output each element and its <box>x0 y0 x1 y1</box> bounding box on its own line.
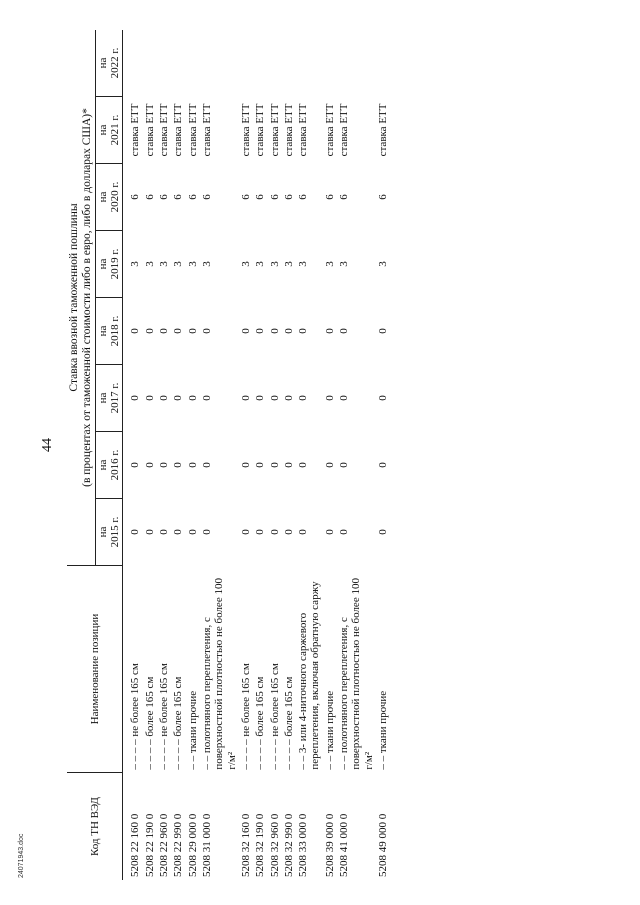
table-row <box>171 30 185 880</box>
row-rate-cell: 0 <box>129 328 142 334</box>
row-rate-cell: 0 <box>268 462 281 468</box>
row-rate-cell: 3 <box>143 261 156 267</box>
row-rate-cell: 0 <box>282 462 295 468</box>
row-rate-cell: 0 <box>282 395 295 401</box>
row-rate-cell <box>268 30 282 96</box>
row-rate-cell <box>337 30 376 96</box>
row-name: – – – – не более 165 см <box>158 663 170 770</box>
row-rate-cell: 0 <box>338 328 351 334</box>
row-rate-cell: ставка ЕТТ <box>239 103 252 157</box>
row-rate-cell: 3 <box>129 261 142 267</box>
row-rate-cell: ставка ЕТТ <box>268 103 281 157</box>
header-year-5 <box>95 163 123 230</box>
row-rate-cell: ставка ЕТТ <box>377 103 389 157</box>
row-rate-cell: ставка ЕТТ <box>158 103 170 157</box>
table-row <box>337 30 376 880</box>
row-rate-cell <box>253 30 267 96</box>
table-row <box>323 30 337 880</box>
row-rate-cell: 0 <box>377 529 389 535</box>
row-rate-cell: ставка ЕТТ <box>254 103 267 157</box>
table-row <box>157 30 171 880</box>
row-code: 5208 22 160 0 <box>129 813 142 877</box>
row-code: 5208 31 000 0 <box>200 813 213 877</box>
row-rate-cell: ставка ЕТТ <box>338 103 351 157</box>
row-rate-cell: 0 <box>200 462 213 468</box>
row-rate-cell: 0 <box>186 529 199 535</box>
row-rate-cell: 6 <box>338 194 351 200</box>
row-rate-cell: 3 <box>323 261 336 267</box>
row-rate-cell: 0 <box>377 328 389 334</box>
row-rate-cell: 0 <box>172 462 185 468</box>
row-rate-cell: ставка ЕТТ <box>143 103 156 157</box>
row-rate-cell: 0 <box>239 529 252 535</box>
row-rate-cell: 0 <box>172 395 185 401</box>
row-rate-cell: 0 <box>338 462 351 468</box>
document-id-footer: 24071943.doc <box>18 833 25 878</box>
row-code: 5208 22 190 0 <box>143 813 156 877</box>
row-rate-cell: 0 <box>254 529 267 535</box>
row-rate-cell: 0 <box>323 462 336 468</box>
header-name: Наименование позиции <box>67 565 123 772</box>
header-year-6 <box>95 96 123 163</box>
row-rate-cell <box>323 30 337 96</box>
table-row <box>239 30 253 880</box>
header-year-prefix: на <box>96 459 109 471</box>
row-name: – – – – не более 165 см <box>239 663 252 770</box>
row-rate-cell: 0 <box>200 328 213 334</box>
row-rate-cell: 0 <box>254 462 267 468</box>
row-rate-cell: 0 <box>158 529 170 535</box>
row-rate-cell: 6 <box>200 194 213 200</box>
table-row <box>376 30 390 880</box>
header-year-prefix: на <box>96 325 109 337</box>
page-number: 44 <box>40 438 55 452</box>
row-rate-cell: 3 <box>239 261 252 267</box>
row-rate-cell: 0 <box>200 395 213 401</box>
header-duty-rate-title: Ставка ввозной таможенной пошлины <box>68 203 80 392</box>
row-rate-cell <box>186 30 200 96</box>
row-rate-cell: 3 <box>338 261 351 267</box>
row-rate-cell: 0 <box>129 395 142 401</box>
header-year-prefix: на <box>96 124 109 136</box>
row-name: – – – – более 165 см <box>254 676 267 770</box>
row-code: 5208 29 000 0 <box>186 813 199 877</box>
row-rate-cell: 0 <box>239 462 252 468</box>
row-code: 5208 41 000 0 <box>338 813 351 877</box>
row-rate-cell: 0 <box>186 328 199 334</box>
row-rate-cell: 0 <box>158 462 170 468</box>
header-year-prefix: на <box>96 191 109 203</box>
row-rate-cell <box>157 30 171 96</box>
row-name: – – – – более 165 см <box>282 676 295 770</box>
row-rate-cell: 0 <box>297 395 310 401</box>
row-rate-cell: 6 <box>129 194 142 200</box>
row-rate-cell: 0 <box>338 395 351 401</box>
row-rate-cell <box>239 30 253 96</box>
row-rate-cell: 0 <box>297 529 310 535</box>
header-year-0 <box>95 498 123 565</box>
tariff-table <box>67 30 390 880</box>
header-code: Код ТН ВЭД <box>67 773 123 880</box>
row-rate-cell: 6 <box>254 194 267 200</box>
header-year-label: 2016 г. <box>109 449 122 481</box>
row-rate-cell: ставка ЕТТ <box>282 103 295 157</box>
header-year-label: 2021 г. <box>109 114 122 146</box>
row-code: 5208 33 000 0 <box>297 813 310 877</box>
row-rate-cell <box>143 30 157 96</box>
row-rate-cell: 0 <box>338 529 351 535</box>
row-rate-cell: 0 <box>268 328 281 334</box>
row-rate-cell: 0 <box>129 462 142 468</box>
row-rate-cell: 3 <box>158 261 170 267</box>
table-row <box>200 30 239 880</box>
header-year-4 <box>95 230 123 297</box>
row-rate-cell: ставка ЕТТ <box>297 103 310 157</box>
row-rate-cell: 3 <box>377 261 389 267</box>
header-year-label: 2022 г. <box>109 47 122 79</box>
row-rate-cell: 0 <box>323 529 336 535</box>
row-rate-cell: 0 <box>323 328 336 334</box>
row-name: – – – – более 165 см <box>172 676 185 770</box>
row-rate-cell: 0 <box>172 529 185 535</box>
table-row <box>186 30 200 880</box>
row-rate-cell: 6 <box>282 194 295 200</box>
header-year-2 <box>95 364 123 431</box>
row-rate-cell: 0 <box>297 462 310 468</box>
row-rate-cell <box>171 30 185 96</box>
row-rate-cell: 0 <box>143 328 156 334</box>
row-code: 5208 22 960 0 <box>158 813 170 877</box>
row-rate-cell: 0 <box>143 462 156 468</box>
row-code: 5208 32 160 0 <box>239 813 252 877</box>
row-rate-cell: 3 <box>282 261 295 267</box>
row-rate-cell: 0 <box>158 395 170 401</box>
row-rate-cell: ставка ЕТТ <box>172 103 185 157</box>
row-rate-cell <box>200 30 239 96</box>
table-row <box>253 30 267 880</box>
row-rate-cell: 6 <box>172 194 185 200</box>
header-duty-rate-subtitle: (в процентах от таможенной стоимости либо в евро, либо в долларах США)* <box>80 108 93 487</box>
row-rate-cell: 0 <box>297 328 310 334</box>
row-rate-cell: 0 <box>172 328 185 334</box>
row-name: – – 3- или 4-ниточного саржевого переплетения, включая обратную саржу <box>297 581 322 770</box>
header-year-label: 2015 г. <box>109 516 122 548</box>
header-year-prefix: на <box>96 258 109 270</box>
header-duty-rate <box>67 30 95 565</box>
rotated-page-content <box>67 30 627 880</box>
header-year-prefix: на <box>96 57 109 69</box>
row-rate-cell: 3 <box>254 261 267 267</box>
row-rate-cell: 0 <box>186 462 199 468</box>
row-rate-cell: 3 <box>200 261 213 267</box>
row-rate-cell: 0 <box>377 395 389 401</box>
row-rate-cell: 6 <box>297 194 310 200</box>
row-rate-cell: 6 <box>323 194 336 200</box>
row-code: 5208 32 190 0 <box>254 813 267 877</box>
row-rate-cell: 0 <box>186 395 199 401</box>
header-year-1 <box>95 431 123 498</box>
row-name: – – – – не более 165 см <box>268 663 281 770</box>
row-rate-cell: 0 <box>377 462 389 468</box>
table-row <box>296 30 323 880</box>
row-rate-cell: 0 <box>158 328 170 334</box>
row-rate-cell: 0 <box>282 328 295 334</box>
row-rate-cell: 3 <box>172 261 185 267</box>
row-rate-cell: 6 <box>186 194 199 200</box>
row-rate-cell <box>282 30 296 96</box>
row-rate-cell: 6 <box>143 194 156 200</box>
row-name: – – ткани прочие <box>377 690 389 770</box>
row-rate-cell: ставка ЕТТ <box>186 103 199 157</box>
table-row <box>123 30 143 880</box>
row-code: 5208 32 990 0 <box>282 813 295 877</box>
table-row <box>282 30 296 880</box>
row-code: 5208 39 000 0 <box>323 813 336 877</box>
row-name: – – полотняного переплетения, с поверхностной плотностью не более 100 г/м² <box>338 578 375 770</box>
row-rate-cell: 0 <box>239 328 252 334</box>
row-rate-cell: 0 <box>254 328 267 334</box>
row-name: – – – – более 165 см <box>143 676 156 770</box>
header-year-label: 2017 г. <box>109 382 122 414</box>
row-name: – – ткани прочие <box>186 690 199 770</box>
row-code: 5208 22 990 0 <box>172 813 185 877</box>
row-rate-cell: 3 <box>186 261 199 267</box>
header-year-prefix: на <box>96 526 109 538</box>
table-row <box>268 30 282 880</box>
row-rate-cell: 0 <box>200 529 213 535</box>
row-rate-cell: 0 <box>254 395 267 401</box>
row-rate-cell: 6 <box>268 194 281 200</box>
row-rate-cell: 6 <box>239 194 252 200</box>
row-rate-cell: ставка ЕТТ <box>129 103 142 157</box>
row-name: – – – – не более 165 см <box>129 663 142 770</box>
row-code: 5208 32 960 0 <box>268 813 281 877</box>
header-year-label: 2018 г. <box>109 315 122 347</box>
header-year-label: 2020 г. <box>109 181 122 213</box>
row-rate-cell: 0 <box>143 529 156 535</box>
row-rate-cell: 0 <box>268 395 281 401</box>
row-rate-cell: 0 <box>239 395 252 401</box>
row-rate-cell: ставка ЕТТ <box>323 103 336 157</box>
header-year-label: 2019 г. <box>109 248 122 280</box>
row-rate-cell <box>376 30 390 96</box>
row-rate-cell: 3 <box>297 261 310 267</box>
header-year-7 <box>95 30 123 96</box>
row-rate-cell: 0 <box>129 529 142 535</box>
row-name: – – полотняного переплетения, с поверхностной плотностью не более 100 г/м² <box>200 578 238 770</box>
row-rate-cell <box>123 30 143 96</box>
row-rate-cell: 0 <box>143 395 156 401</box>
row-rate-cell: 0 <box>268 529 281 535</box>
header-year-prefix: на <box>96 392 109 404</box>
row-rate-cell: 6 <box>377 194 389 200</box>
table-row <box>143 30 157 880</box>
row-rate-cell: 0 <box>282 529 295 535</box>
row-code: 5208 49 000 0 <box>377 813 389 877</box>
row-rate-cell: 6 <box>158 194 170 200</box>
header-year-3 <box>95 297 123 364</box>
row-rate-cell: 0 <box>323 395 336 401</box>
row-rate-cell <box>296 30 323 96</box>
row-rate-cell: 3 <box>268 261 281 267</box>
row-rate-cell: ставка ЕТТ <box>200 103 213 157</box>
row-name: – – ткани прочие <box>323 690 336 770</box>
